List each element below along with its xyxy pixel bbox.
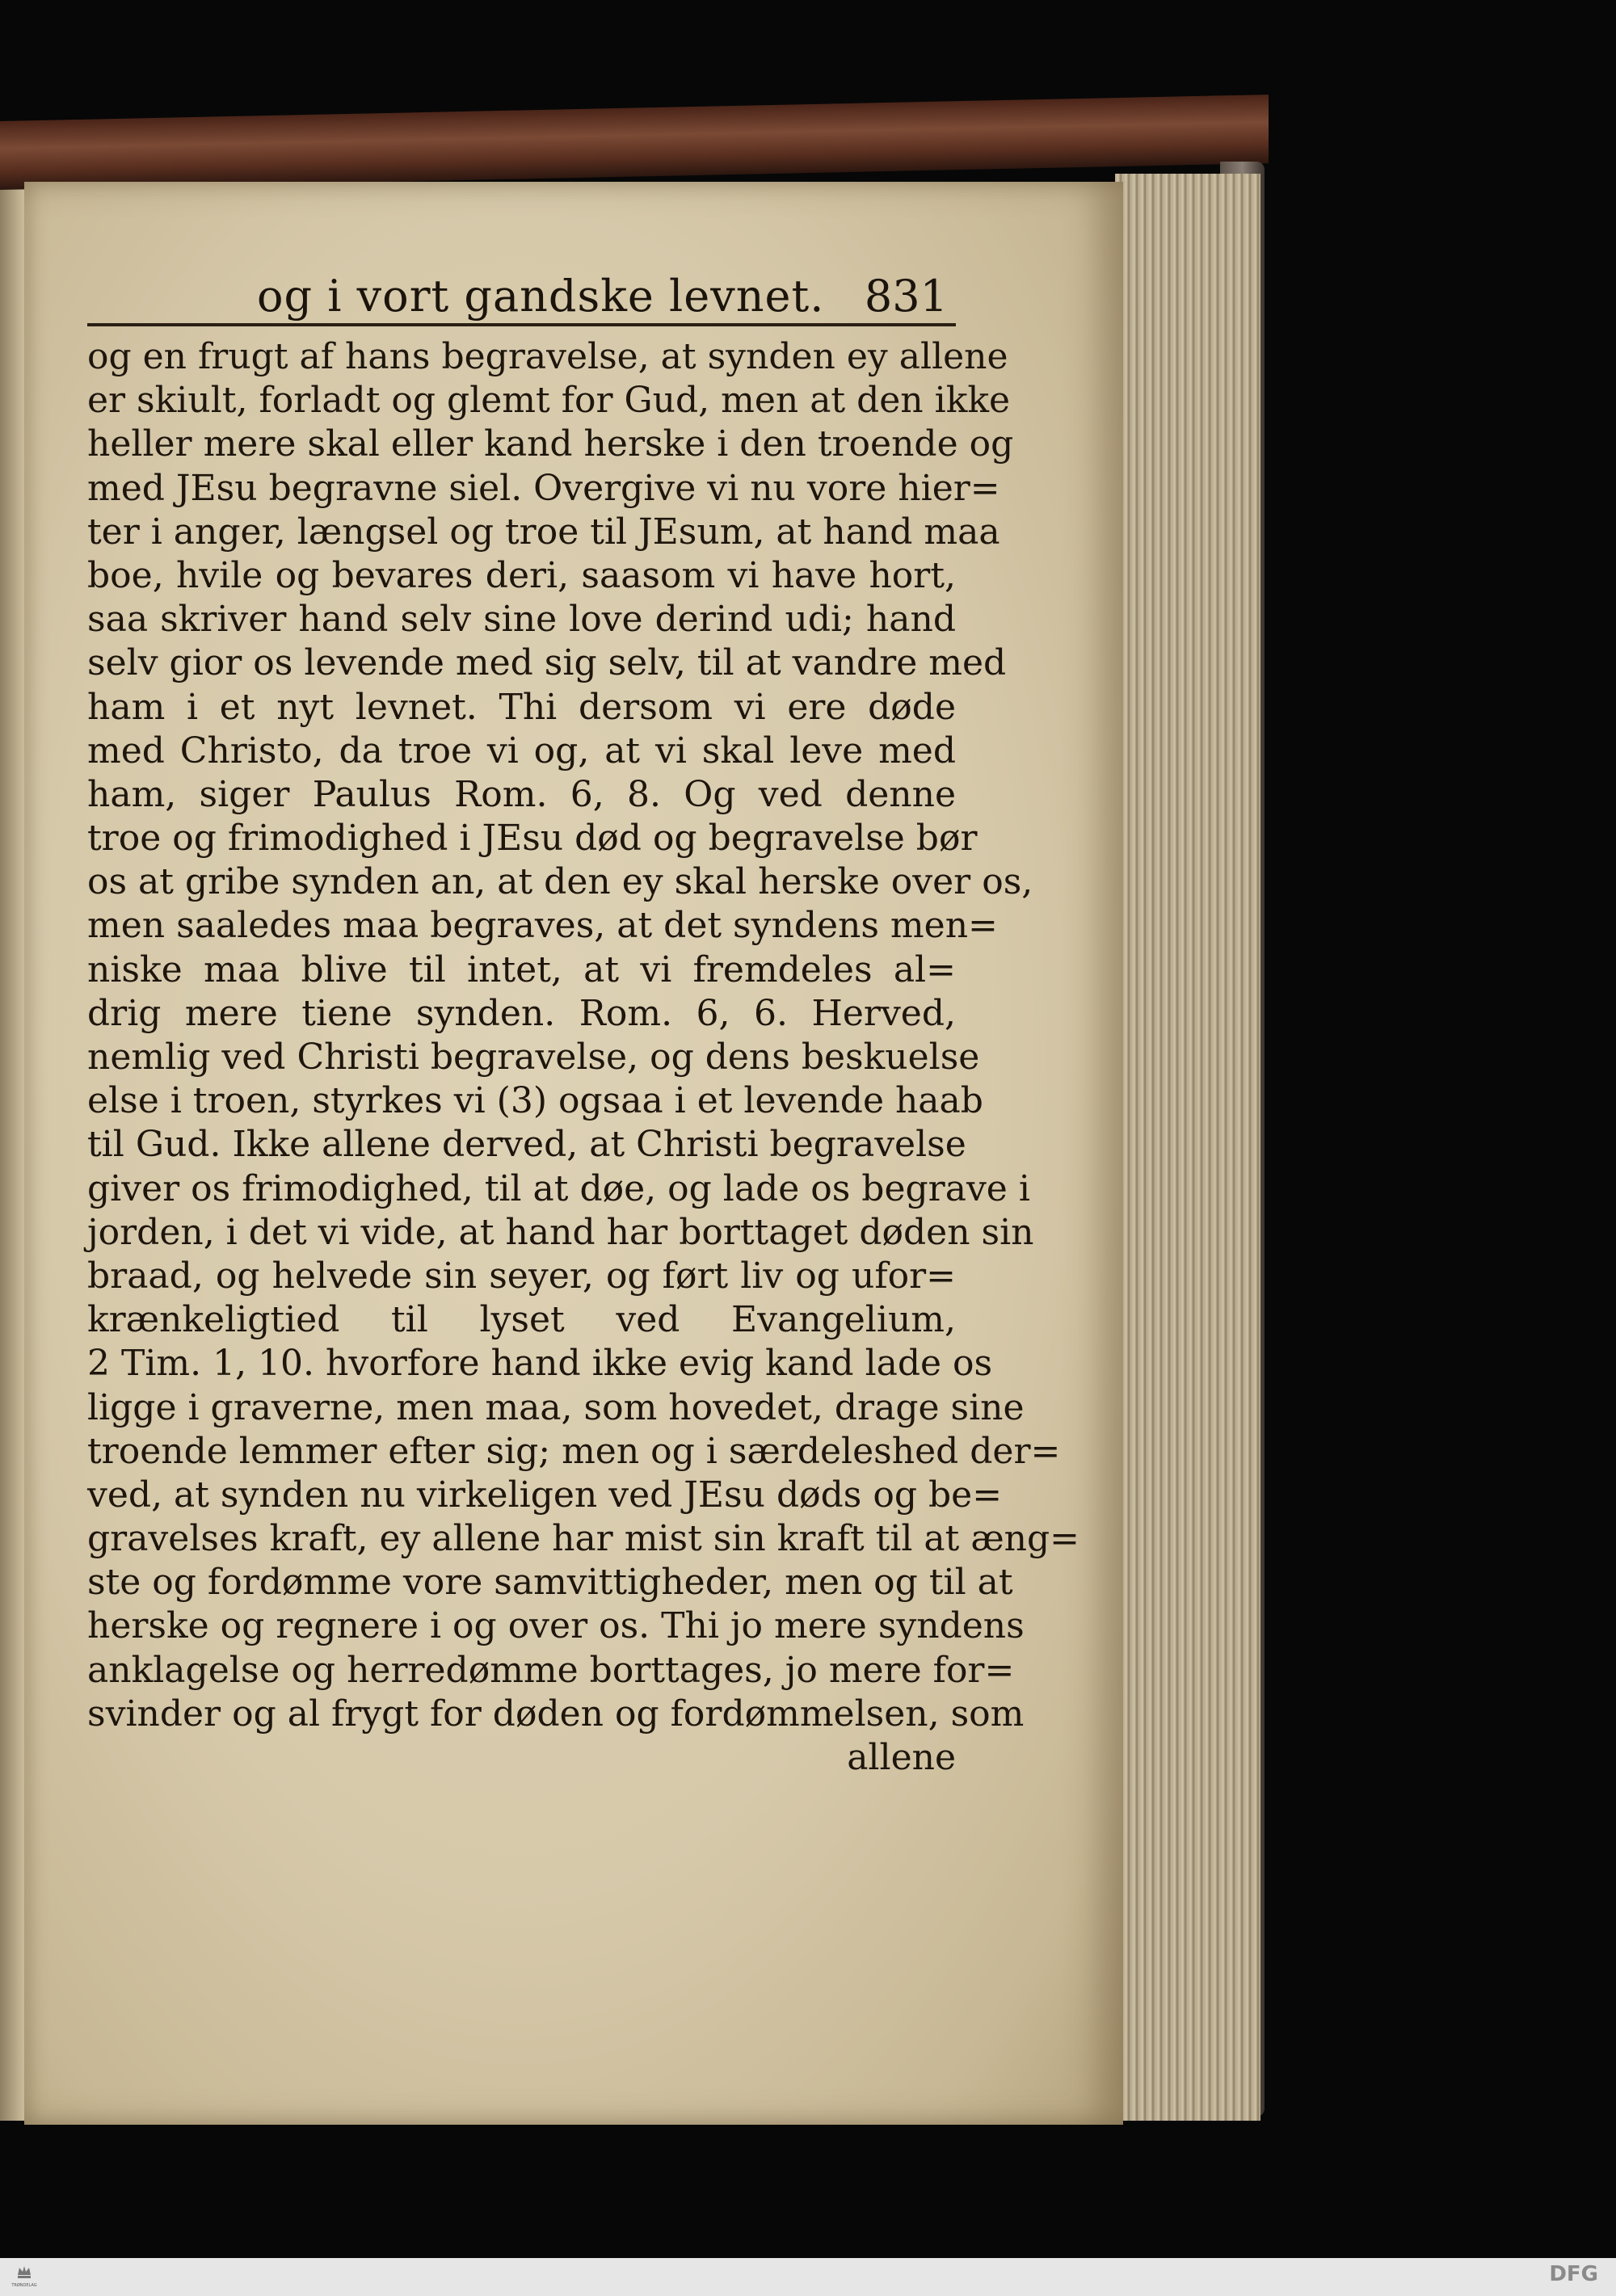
text-line: gravelses kraft, ey allene har mist sin kraft til at æng= bbox=[87, 1518, 1080, 1560]
text-line: 2 Tim. 1, 10. hvorfore hand ikke evig kand lade os bbox=[87, 1343, 993, 1385]
text-line: niske maa blive til intet, at vi fremdeles al= bbox=[87, 948, 956, 990]
text-line: til Gud. Ikke allene derved, at Christi begravelse bbox=[87, 1124, 966, 1166]
text-line: ligge i graverne, men maa, som hovedet, drage sine bbox=[87, 1386, 1025, 1428]
book-top-edge bbox=[0, 95, 1269, 190]
text-line: med JEsu begravne siel. Overgive vi nu vore hier= bbox=[87, 467, 1000, 509]
header-rule bbox=[87, 323, 956, 326]
left-page-edge bbox=[0, 186, 24, 2121]
text-line: troende lemmer efter sig; men og i særdeleshed der= bbox=[87, 1430, 1061, 1472]
text-line: selv gior os levende med sig selv, til at vandre med bbox=[87, 642, 1007, 684]
text-line: anklagelse og herredømme borttages, jo mere for= bbox=[87, 1649, 1015, 1691]
text-line: boe, hvile og bevares deri, saasom vi have hort, bbox=[87, 554, 956, 596]
running-head: og i vort gandske levnet. bbox=[257, 271, 825, 322]
page-number: 831 bbox=[864, 271, 948, 322]
text-line: else i troen, styrkes vi (3) ogsaa i et levende haab bbox=[87, 1080, 983, 1122]
text-line: og en frugt af hans begravelse, at synden ey allene bbox=[87, 336, 1008, 377]
text-line: heller mere skal eller kand herske i den troende og bbox=[87, 423, 1014, 465]
library-logo-label: TRØNDELAG bbox=[11, 2283, 37, 2288]
catchword: allene bbox=[847, 1737, 956, 1778]
text-line: med Christo, da troe vi og, at vi skal leve med bbox=[87, 730, 956, 772]
text-line: svinder og al frygt for døden og fordømmelsen, som bbox=[87, 1693, 1025, 1735]
text-line: nemlig ved Christi begravelse, og dens beskuelse bbox=[87, 1037, 980, 1078]
body-text bbox=[87, 335, 1080, 1780]
text-line: krænkeligtied til lyset ved Evangelium, bbox=[87, 1299, 956, 1341]
text-line: saa skriver hand selv sine love derind udi; hand bbox=[87, 599, 956, 641]
text-line: men saaledes maa begraves, at det syndens men= bbox=[87, 905, 998, 947]
text-line: drig mere tiene synden. Rom. 6, 6. Herved, bbox=[87, 992, 956, 1034]
page-header bbox=[87, 271, 956, 327]
dfg-logo: DFG bbox=[1549, 2262, 1598, 2286]
text-line: ter i anger, længsel og troe til JEsum, at hand maa bbox=[87, 511, 1000, 553]
page-stack-edge bbox=[1115, 174, 1260, 2121]
text-line: ham, siger Paulus Rom. 6, 8. Og ved denne bbox=[87, 773, 956, 815]
text-line: os at gribe synden an, at den ey skal herske over os, bbox=[87, 861, 1033, 903]
text-line: troe og frimodighed i JEsu død og begravelse bør bbox=[87, 818, 978, 860]
text-line: ste og fordømme vore samvittigheder, men og til at bbox=[87, 1562, 1013, 1604]
text-line: er skiult, forladt og glemt for Gud, men at den ikke bbox=[87, 380, 1011, 422]
catchword-line bbox=[87, 1736, 956, 1780]
text-line: herske og regnere i og over os. Thi jo mere syndens bbox=[87, 1605, 1025, 1647]
text-line: ham i et nyt levnet. Thi dersom vi ere døde bbox=[87, 686, 956, 728]
crown-icon bbox=[15, 2262, 33, 2280]
text-line: braad, og helvede sin seyer, og ført liv og ufor= bbox=[87, 1255, 956, 1297]
viewer-footer-bar bbox=[0, 2258, 1616, 2296]
text-line: ved, at synden nu virkeligen ved JEsu døds og be= bbox=[87, 1474, 1003, 1516]
text-line: giver os frimodighed, til at døe, og lade os begrave i bbox=[87, 1167, 1030, 1209]
text-line: jorden, i det vi vide, at hand har borttaget døden sin bbox=[87, 1211, 1034, 1253]
library-logo bbox=[8, 2262, 40, 2293]
